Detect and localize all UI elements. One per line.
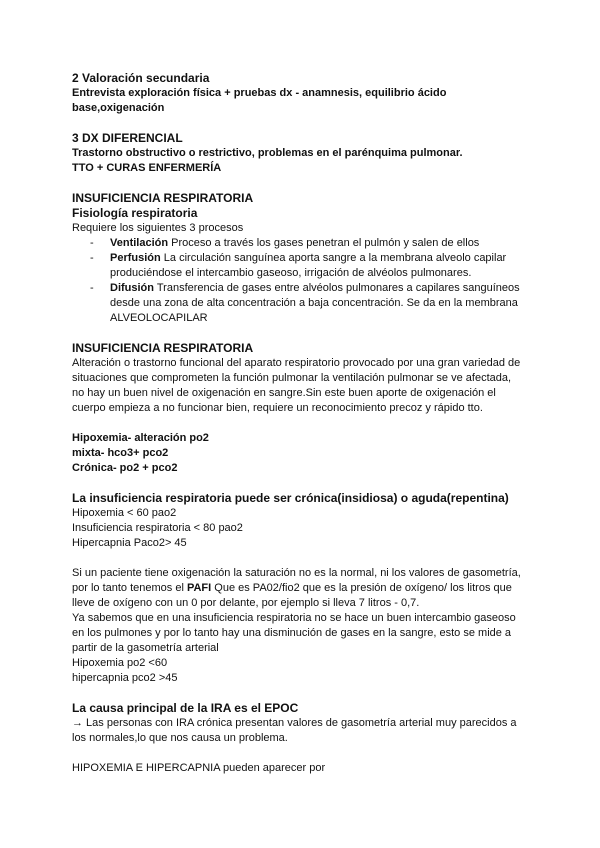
definition: Transferencia de gases entre alvéolos pulmonares a capilares sanguíneos (154, 282, 520, 294)
section-valoracion-secundaria (72, 71, 532, 116)
text-line: Hipoxemia po2 <60 (72, 657, 168, 669)
text-line: base,oxigenación (72, 102, 165, 114)
text-line: Entrevista exploración física + pruebas dx - anamnesis, equilibrio ácido (72, 87, 447, 99)
text-line: Trastorno obstructivo o restrictivo, problemas en el parénquima pulmonar. (72, 147, 463, 159)
text-line: HIPOXEMIA E HIPERCAPNIA pueden aparecer por (72, 762, 326, 774)
section-title: INSUFICIENCIA RESPIRATORIA (72, 191, 254, 205)
section-pafi (72, 566, 532, 686)
term: Ventilación (110, 237, 169, 249)
text-line: no hay un buen nivel de oxigenación en sangre.Sin este buen aporte de oxigenación el (72, 387, 496, 399)
text-line: mixta- hco3+ pco2 (72, 447, 169, 459)
text-line: hipercapnia pco2 >45 (72, 672, 178, 684)
list-item (72, 251, 532, 281)
text-line: TTO + CURAS ENFERMERÍA (72, 162, 222, 174)
text-line: → Las personas con IRA crónica presentan valores de gasometría arterial muy parecidos a (72, 717, 517, 729)
section-cronica-aguda (72, 491, 532, 551)
text-fragment: Que es PA02/fio2 que es la presión de oxígeno/ los litros que (211, 582, 512, 594)
text-fragment: por lo tanto tenemos el (72, 582, 187, 594)
text-line: los normales,lo que nos causa un problema. (72, 732, 288, 744)
process-list (72, 236, 532, 326)
text-line: Hipercapnia Paco2> 45 (72, 537, 187, 549)
section-final (72, 761, 532, 776)
text-line: cuerpo empieza a no funcionar bien, requiere un reconocimiento precoz y rápido tto. (72, 402, 483, 414)
definition-continued: desde una zona de alta concentración a baja concentración. Se da en la membrana ALVEOLOCAPILAR (110, 297, 518, 324)
text-line: situaciones que comprometen la función pulmonar la ventilación pulmonar se ve afectada, (72, 372, 512, 384)
text-line: Crónica- po2 + pco2 (72, 462, 178, 474)
section-title: 3 DX DIFERENCIAL (72, 131, 183, 145)
section-subtitle: Fisiología respiratoria (72, 206, 198, 220)
text-line: Si un paciente tiene oxigenación la saturación no es la normal, ni los valores de gasometría, (72, 567, 521, 579)
section-title: La causa principal de la IRA es el EPOC (72, 701, 299, 715)
section-types (72, 431, 532, 476)
bullet-dash: - (90, 252, 94, 264)
section-fisiologia (72, 191, 532, 326)
text-line: Alteración o trastorno funcional del aparato respiratorio provocado por una gran variedad de (72, 357, 521, 369)
list-item (72, 281, 532, 326)
section-dx-diferencial (72, 131, 532, 176)
text-line: Hipoxemia- alteración po2 (72, 432, 209, 444)
term: Difusión (110, 282, 154, 294)
pafi-term: PAFI (186, 582, 212, 594)
definition: Proceso a través los gases penetran el pulmón y salen de ellos (168, 237, 480, 249)
definition: La circulación sanguínea aporta sangre a la membrana alveolo capilar (160, 252, 507, 264)
text-line: Hipoxemia < 60 pao2 (72, 507, 177, 519)
section-epoc (72, 701, 532, 746)
bullet-dash: - (90, 237, 94, 249)
section-title: 2 Valoración secundaria (72, 71, 210, 85)
text-line: Requiere los siguientes 3 procesos (72, 222, 244, 234)
section-title: La insuficiencia respiratoria puede ser crónica(insidiosa) o aguda(repentina) (72, 491, 509, 505)
text-line: Insuficiencia respiratoria < 80 pao2 (72, 522, 243, 534)
text-line: partir de la gasometría arterial (72, 642, 219, 654)
section-insuficiencia (72, 341, 532, 416)
text-line: en los pulmones y por lo tanto hay una disminución de gases en la sangre, esto se mide a (72, 627, 512, 639)
text-line: lleve de oxígeno con un 0 por delante, por ejemplo si lleva 7 litros - 0,7. (72, 597, 420, 609)
document-page (72, 71, 532, 776)
section-title: INSUFICIENCIA RESPIRATORIA (72, 341, 254, 355)
term: Perfusión (110, 252, 161, 264)
definition-continued: produciéndose el intercambio gaseoso, irrigación de alvéolos pulmonares. (110, 267, 472, 279)
list-item (72, 236, 532, 251)
text-line (72, 581, 532, 596)
bullet-dash: - (90, 282, 94, 294)
text-line: Ya sabemos que en una insuficiencia respiratoria no se hace un buen intercambio gaseoso (72, 612, 516, 624)
